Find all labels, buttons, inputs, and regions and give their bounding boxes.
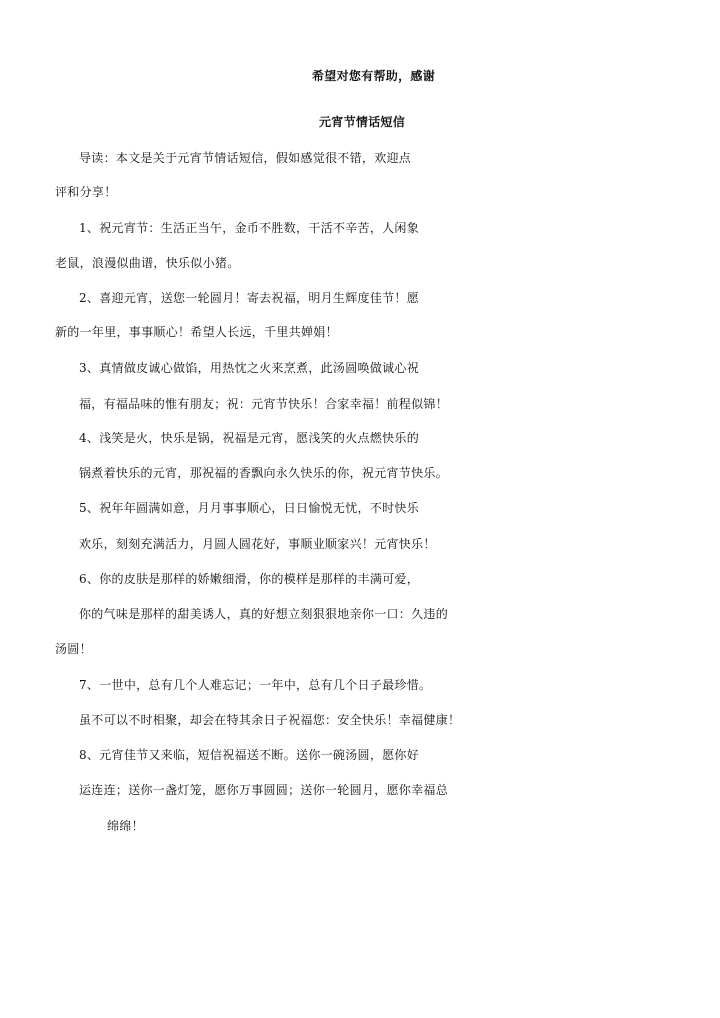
text-line: 导读：本文是关于元宵节情话短信，假如感觉很不错，欢迎点 — [79, 151, 412, 165]
text-line: 1、祝元宵节：生活正当午，金币不胜数，干活不辛苦，人闲象 — [79, 221, 420, 235]
text-line: 4、浅笑是火，快乐是锅，祝福是元宵，愿浅笑的火点燃快乐的 — [79, 431, 420, 445]
text-line: 7、一世中，总有几个人难忘记；一年中，总有几个日子最珍惜。 — [79, 678, 432, 692]
text-line: 福，有福品味的惟有朋友；祝：元宵节快乐！合家幸福！前程似锦！ — [79, 397, 449, 411]
text-line: 新的一年里，事事顺心！希望人长远，千里共婵娟！ — [55, 325, 338, 339]
text-line: 运连连；送你一盏灯笼，愿你万事圆圆；送你一轮圆月，愿你幸福总 — [79, 783, 449, 797]
text-line: 3、真情做皮诚心做馅，用热忱之火来烹煮，此汤圆唤做诚心祝 — [79, 361, 420, 375]
text-line: 绵绵！ — [107, 819, 144, 833]
document-title: 元宵节情话短信 — [319, 115, 406, 129]
text-line: 2、喜迎元宵，送您一轮圆月！寄去祝福，明月生辉度佳节！愿 — [79, 291, 420, 305]
text-line: 5、祝年年圆满如意，月月事事顺心，日日愉悦无忧，不时快乐 — [79, 501, 420, 515]
text-line: 8、元宵佳节又来临，短信祝福送不断。送你一碗汤圆，愿你好 — [79, 748, 420, 762]
text-line: 汤圆！ — [55, 642, 92, 656]
text-line: 你的气味是那样的甜美诱人，真的好想立刻狠狠地亲你一口：久违的 — [79, 607, 449, 621]
text-line: 评和分享！ — [55, 185, 117, 199]
text-line: 虽不可以不时相聚，却会在特其余日子祝福您：安全快乐！幸福健康！ — [79, 713, 461, 727]
text-line: 欢乐，刻刻充满活力，月圆人圆花好，事顺业顺家兴！元宵快乐！ — [79, 537, 436, 551]
header-note: 希望对您有帮助，感谢 — [312, 69, 436, 83]
text-line: 6、你的皮肤是那样的娇嫩细滑，你的模样是那样的丰满可爱， — [79, 572, 420, 586]
text-line: 老鼠，浪漫似曲谱，快乐似小猪。 — [55, 256, 240, 270]
text-line: 锅煮着快乐的元宵，那祝福的香飘向永久快乐的你，祝元宵节快乐。 — [79, 466, 449, 480]
